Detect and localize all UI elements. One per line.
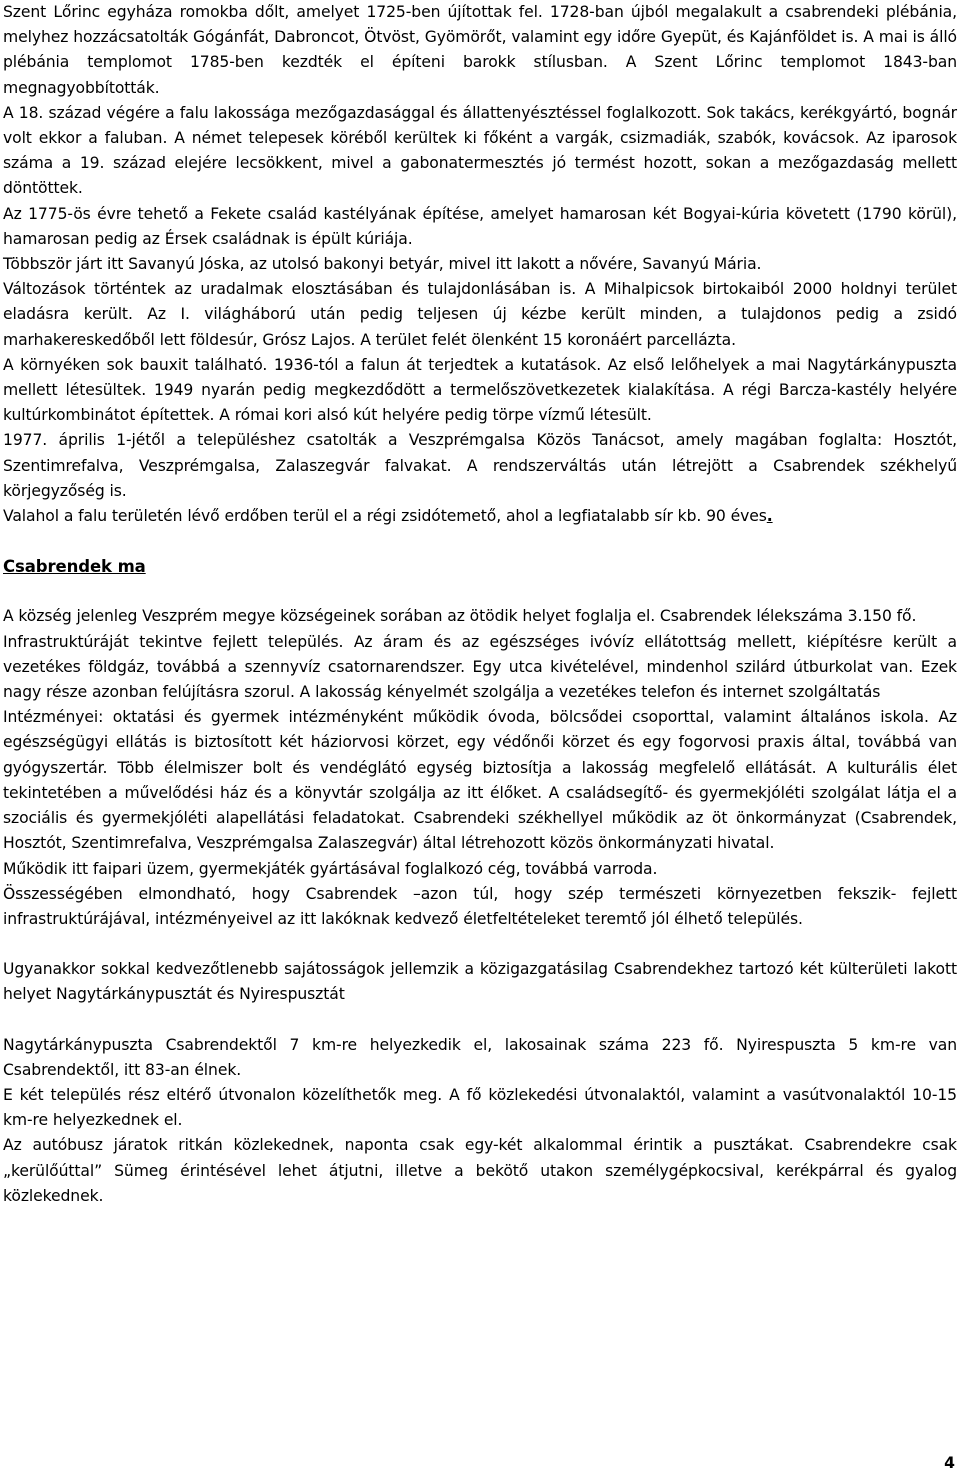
history-section bbox=[3, 0, 957, 529]
history-paragraph: A 18. század végére a falu lakossága mezőgazdasággal és állattenyésztéssel foglalkozott. Sok takács, kerékgyártó, bognár volt ekkor a faluban. A német telepesek köréből kerültek ki főként a vargák, csizmadiák, szabók, kovácsok. Az iparosok száma a 19. század elejére lecsökkent, mivel a gabonatermesztés jó termést hozott, sokan a mezőgazdaság mellett döntöttek. bbox=[3, 103, 957, 198]
history-paragraph: Többször járt itt Savanyú Jóska, az utolsó bakonyi betyár, mivel itt lakott a nővére, Savanyú Mária. bbox=[3, 255, 762, 274]
paragraph-gap bbox=[3, 1008, 957, 1033]
underlined-period: . bbox=[766, 507, 773, 526]
outskirts-section bbox=[3, 1033, 957, 1209]
outskirts-paragraph: Nagytárkánypuszta Csabrendektől 7 km-re helyezkedik el, lakosainak száma 223 fő. Nyirespuszta 5 km-re van Csabrendektől, itt 83-an élnek. bbox=[3, 1035, 957, 1079]
history-paragraph-text: Valahol a falu területén lévő erdőben terül el a régi zsidótemető, ahol a legfiatalabb sír kb. 90 éves bbox=[3, 507, 767, 526]
outskirts-paragraph: Az autóbusz járatok ritkán közlekednek, naponta csak egy-két alkalommal érintik a pusztákat. Csabrendekre csak „kerülőúttal” Sümeg érintésével lehet átjutni, illetve a bekötő utakon személygépkocsival, kerékpárral és gyalog közlekednek. bbox=[3, 1136, 957, 1205]
history-paragraph: 1977. április 1-jétől a településhez csatolták a Veszprémgalsa Közös Tanácsot, amely magában foglalta: Hosztót, Szentimrefalva, Veszprémgalsa, Zalaszegvár falvakat. A rendszerváltás után létrejött a Csabrendek székhelyű körjegyzőség is. bbox=[3, 431, 957, 500]
today-paragraph: Összességében elmondható, hogy Csabrendek –azon túl, hogy szép természeti környezetben fekszik- fejlett infrastruktúrájával, intézményeivel az itt lakóknak kedvező életfeltételeket teremtő jól élhető település. bbox=[3, 884, 957, 928]
history-paragraph: A környéken sok bauxit található. 1936-tól a falun át terjedtek a kutatások. Az első lelőhelyek a mai Nagytárkánypuszta mellett létesültek. 1949 nyarán pedig megkezdődött a termelőszövetkezetek kialakítása. A régi Barcza-kastély helyére kultúrkombinátot építettek. A római kori alsó kút helyére pedig törpe vízmű létesült. bbox=[3, 355, 957, 425]
today-paragraph: A község jelenleg Veszprém megye községeinek sorában az ötödik helyet foglalja el. Csabrendek lélekszáma 3.150 fő. bbox=[3, 607, 917, 626]
history-paragraph-last bbox=[3, 504, 957, 529]
history-paragraph: Változások történtek az uradalmak elosztásában és tulajdonlásában is. A Mihalpicsok birtokaiból 2000 holdnyi terület eladásra került. Az I. világháború után pedig teljesen új kézbe került minden, a tulajdonos pedig a zsidó marhakereskedőből lett földesúr, Grósz Lajos. A terület felét ölenként 15 koronáért parcellázta. bbox=[3, 280, 957, 349]
paragraph-gap bbox=[3, 932, 957, 957]
document-page bbox=[3, 0, 957, 1209]
section-heading: Csabrendek ma bbox=[3, 557, 146, 577]
history-paragraph: Szent Lőrinc egyháza romokba dőlt, amelyet 1725-ben újítottak fel. 1728-ban újból megalakult a csabrendeki plébánia, melyhez hozzácsatolták Gógánfát, Dabroncot, Ötvöst, Gyömörőt, valamint egy időre Gyepüt, és Kajánföldet is. A mai is álló plébánia templomot 1785-ben kezdték el építeni barokk stílusban. A Szent Lőrinc templomot 1843-ban megnagyobbították. bbox=[3, 3, 957, 97]
outskirts-paragraph: E két település rész eltérő útvonalon közelíthetők meg. A fő közlekedési útvonalaktól, valamint a vasútvonalaktól 10-15 km-re helyezkednek el. bbox=[3, 1085, 957, 1130]
today-section bbox=[3, 604, 957, 932]
today-paragraph: Intézményei: oktatási és gyermek intézményként működik óvoda, bölcsődei csoporttal, valamint általános iskola. Az egészségügyi ellátás is biztosított két háziorvosi körzet, egy védőnői körzet és egy fogorvosi praxis által, továbbá van gyógyszertár. Több élelmiszer bolt és vendéglátó egység biztosítja a lakosság megfelelő ellátását. A kulturális élet tekintetében a művelődési ház és a könyvtár szolgálja az itt élőket. A családsegítő- és gyermekjóléti szolgálat látja el a szociális és gyermekjóléti alapellátási feladatokat. Csabrendeki székhellyel működik az öt önkormányzat (Csabrendek, Hosztót, Szentimrefalva, Veszprémgalsa Zalaszegvár) által létrehozott közös önkormányzati hivatal. bbox=[3, 708, 957, 853]
outskirts-intro: Ugyanakkor sokkal kedvezőtlenebb sajátosságok jellemzik a közigazgatásilag Csabrendekhez tartozó két külterületi lakott helyet Nagytárkánypusztát és Nyirespusztát bbox=[3, 960, 957, 1004]
history-paragraph: Az 1775-ös évre tehető a Fekete család kastélyának építése, amelyet hamarosan két Bogyai-kúria követett (1790 körül), hamarosan pedig az Érsek családnak is épült kúriája. bbox=[3, 204, 957, 248]
page-number: 4 bbox=[944, 1454, 955, 1472]
today-paragraph: Infrastruktúráját tekintve fejlett település. Az áram és az egészséges ivóvíz ellátottság mellett, kiépítésre került a vezetékes földgáz, továbbá a szennyvíz csatornarendszer. Egy utca kivételével, mindenhol szilárd útburkolat van. Ezek nagy része azonban felújításra szorul. A lakosság kényelmét szolgálja a vezetékes telefon és internet szolgáltatás bbox=[3, 632, 957, 702]
today-paragraph: Működik itt faipari üzem, gyermekjáték gyártásával foglalkozó cég, továbbá varroda. bbox=[3, 859, 658, 878]
